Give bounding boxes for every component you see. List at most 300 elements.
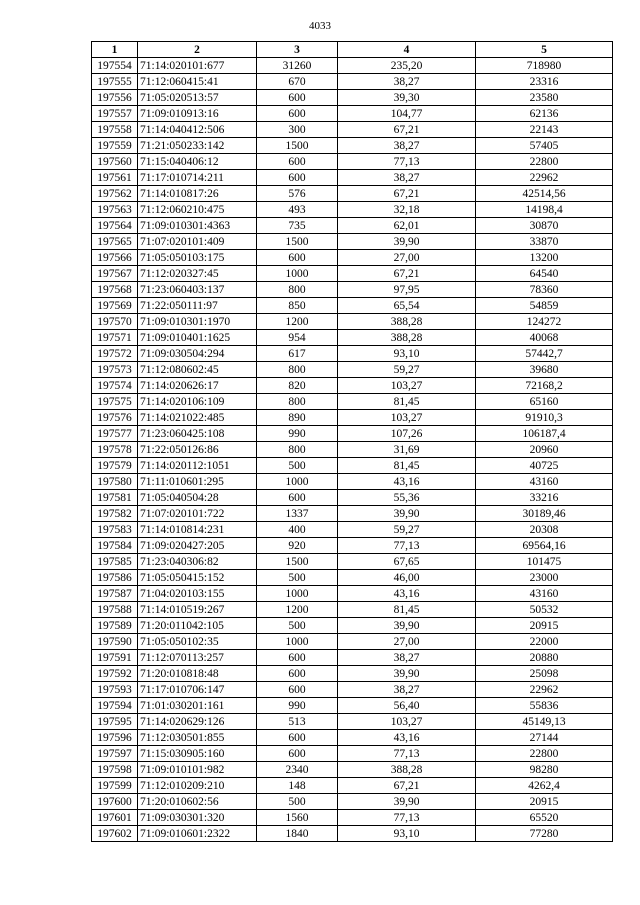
table-row [92, 362, 613, 378]
row-number-cell: 197554 [92, 58, 138, 74]
value-cell: 124272 [476, 314, 613, 330]
value-cell: 65520 [476, 810, 613, 826]
cadastral-number-cell: 71:23:060403:137 [138, 282, 257, 298]
row-number-cell: 197601 [92, 810, 138, 826]
table-row [92, 442, 613, 458]
table-row [92, 554, 613, 570]
rate-cell: 56,40 [338, 698, 476, 714]
cadastral-number-cell: 71:14:020629:126 [138, 714, 257, 730]
rate-cell: 43,16 [338, 586, 476, 602]
rate-cell: 81,45 [338, 602, 476, 618]
area-cell: 493 [257, 202, 338, 218]
cadastral-number-cell: 71:23:040306:82 [138, 554, 257, 570]
row-number-cell: 197585 [92, 554, 138, 570]
value-cell: 23580 [476, 90, 613, 106]
value-cell: 22800 [476, 746, 613, 762]
cadastral-number-cell: 71:14:021022:485 [138, 410, 257, 426]
area-cell: 820 [257, 378, 338, 394]
row-number-cell: 197593 [92, 682, 138, 698]
cadastral-number-cell: 71:14:010519:267 [138, 602, 257, 618]
row-number-cell: 197583 [92, 522, 138, 538]
cadastral-number-cell: 71:14:020106:109 [138, 394, 257, 410]
row-number-cell: 197577 [92, 426, 138, 442]
row-number-cell: 197572 [92, 346, 138, 362]
area-cell: 617 [257, 346, 338, 362]
table-row [92, 266, 613, 282]
cadastral-number-cell: 71:22:050111:97 [138, 298, 257, 314]
cadastral-number-cell: 71:05:050103:175 [138, 250, 257, 266]
rate-cell: 67,65 [338, 554, 476, 570]
row-number-cell: 197594 [92, 698, 138, 714]
area-cell: 670 [257, 74, 338, 90]
table-row [92, 426, 613, 442]
rate-cell: 39,90 [338, 618, 476, 634]
table-row [92, 218, 613, 234]
table-row [92, 570, 613, 586]
value-cell: 23316 [476, 74, 613, 90]
rate-cell: 31,69 [338, 442, 476, 458]
column-header: 4 [338, 42, 476, 58]
cadastral-number-cell: 71:09:030301:320 [138, 810, 257, 826]
area-cell: 500 [257, 458, 338, 474]
cadastral-number-cell: 71:14:020112:1051 [138, 458, 257, 474]
area-cell: 1200 [257, 314, 338, 330]
value-cell: 55836 [476, 698, 613, 714]
area-cell: 735 [257, 218, 338, 234]
area-cell: 800 [257, 362, 338, 378]
rate-cell: 103,27 [338, 378, 476, 394]
value-cell: 30189,46 [476, 506, 613, 522]
area-cell: 954 [257, 330, 338, 346]
table-row [92, 650, 613, 666]
table-row [92, 634, 613, 650]
row-number-cell: 197571 [92, 330, 138, 346]
value-cell: 40068 [476, 330, 613, 346]
rate-cell: 32,18 [338, 202, 476, 218]
value-cell: 20880 [476, 650, 613, 666]
cadastral-number-cell: 71:12:020327:45 [138, 266, 257, 282]
row-number-cell: 197598 [92, 762, 138, 778]
value-cell: 4262,4 [476, 778, 613, 794]
area-cell: 400 [257, 522, 338, 538]
rate-cell: 55,36 [338, 490, 476, 506]
table-row [92, 602, 613, 618]
cadastral-number-cell: 71:22:050126:86 [138, 442, 257, 458]
table-row [92, 298, 613, 314]
area-cell: 600 [257, 90, 338, 106]
table-row [92, 778, 613, 794]
area-cell: 800 [257, 282, 338, 298]
value-cell: 20915 [476, 794, 613, 810]
row-number-cell: 197592 [92, 666, 138, 682]
value-cell: 40725 [476, 458, 613, 474]
rate-cell: 77,13 [338, 810, 476, 826]
table-row [92, 282, 613, 298]
table-row [92, 330, 613, 346]
rate-cell: 388,28 [338, 314, 476, 330]
value-cell: 57442,7 [476, 346, 613, 362]
cadastral-number-cell: 71:12:060415:41 [138, 74, 257, 90]
cadastral-number-cell: 71:17:010706:147 [138, 682, 257, 698]
rate-cell: 103,27 [338, 714, 476, 730]
rate-cell: 67,21 [338, 778, 476, 794]
cadastral-number-cell: 71:07:020101:409 [138, 234, 257, 250]
rate-cell: 107,26 [338, 426, 476, 442]
cadastral-number-cell: 71:14:010814:231 [138, 522, 257, 538]
value-cell: 62136 [476, 106, 613, 122]
area-cell: 1500 [257, 234, 338, 250]
cadastral-number-cell: 71:05:050102:35 [138, 634, 257, 650]
column-header: 3 [257, 42, 338, 58]
rate-cell: 39,30 [338, 90, 476, 106]
area-cell: 600 [257, 682, 338, 698]
cadastral-number-cell: 71:09:010601:2322 [138, 826, 257, 842]
value-cell: 27144 [476, 730, 613, 746]
area-cell: 1500 [257, 138, 338, 154]
table-row [92, 618, 613, 634]
cadastral-number-cell: 71:23:060425:108 [138, 426, 257, 442]
table-row [92, 586, 613, 602]
value-cell: 77280 [476, 826, 613, 842]
row-number-cell: 197582 [92, 506, 138, 522]
cadastral-number-cell: 71:14:040412:506 [138, 122, 257, 138]
area-cell: 1337 [257, 506, 338, 522]
table-row [92, 58, 613, 74]
row-number-cell: 197574 [92, 378, 138, 394]
row-number-cell: 197596 [92, 730, 138, 746]
rate-cell: 81,45 [338, 394, 476, 410]
value-cell: 65160 [476, 394, 613, 410]
value-cell: 22143 [476, 122, 613, 138]
table-row [92, 490, 613, 506]
cadastral-number-cell: 71:09:010401:1625 [138, 330, 257, 346]
cadastral-number-cell: 71:20:010602:56 [138, 794, 257, 810]
rate-cell: 388,28 [338, 762, 476, 778]
row-number-cell: 197588 [92, 602, 138, 618]
row-number-cell: 197570 [92, 314, 138, 330]
cadastral-number-cell: 71:15:040406:12 [138, 154, 257, 170]
cadastral-table [91, 41, 613, 842]
value-cell: 57405 [476, 138, 613, 154]
area-cell: 600 [257, 106, 338, 122]
table-body [92, 58, 613, 842]
value-cell: 20308 [476, 522, 613, 538]
table-row [92, 538, 613, 554]
rate-cell: 388,28 [338, 330, 476, 346]
rate-cell: 103,27 [338, 410, 476, 426]
area-cell: 1000 [257, 474, 338, 490]
row-number-cell: 197597 [92, 746, 138, 762]
area-cell: 1200 [257, 602, 338, 618]
cadastral-number-cell: 71:12:070113:257 [138, 650, 257, 666]
rate-cell: 39,90 [338, 506, 476, 522]
column-header: 1 [92, 42, 138, 58]
cadastral-number-cell: 71:14:020101:677 [138, 58, 257, 74]
row-number-cell: 197599 [92, 778, 138, 794]
rate-cell: 27,00 [338, 634, 476, 650]
row-number-cell: 197564 [92, 218, 138, 234]
rate-cell: 77,13 [338, 746, 476, 762]
rate-cell: 43,16 [338, 474, 476, 490]
area-cell: 1000 [257, 266, 338, 282]
column-header: 2 [138, 42, 257, 58]
table-row [92, 378, 613, 394]
rate-cell: 97,95 [338, 282, 476, 298]
cadastral-number-cell: 71:14:010817:26 [138, 186, 257, 202]
table-row [92, 522, 613, 538]
table-row [92, 698, 613, 714]
cadastral-number-cell: 71:09:010101:982 [138, 762, 257, 778]
row-number-cell: 197569 [92, 298, 138, 314]
row-number-cell: 197563 [92, 202, 138, 218]
table-row [92, 346, 613, 362]
row-number-cell: 197559 [92, 138, 138, 154]
area-cell: 1500 [257, 554, 338, 570]
area-cell: 1000 [257, 586, 338, 602]
area-cell: 990 [257, 426, 338, 442]
table-row [92, 474, 613, 490]
value-cell: 25098 [476, 666, 613, 682]
row-number-cell: 197561 [92, 170, 138, 186]
row-number-cell: 197560 [92, 154, 138, 170]
area-cell: 576 [257, 186, 338, 202]
row-number-cell: 197575 [92, 394, 138, 410]
column-header: 5 [476, 42, 613, 58]
table-row [92, 122, 613, 138]
value-cell: 72168,2 [476, 378, 613, 394]
table-row [92, 154, 613, 170]
value-cell: 22962 [476, 170, 613, 186]
cadastral-number-cell: 71:12:060210:475 [138, 202, 257, 218]
table-row [92, 666, 613, 682]
rate-cell: 39,90 [338, 794, 476, 810]
row-number-cell: 197579 [92, 458, 138, 474]
rate-cell: 67,21 [338, 266, 476, 282]
area-cell: 148 [257, 778, 338, 794]
rate-cell: 67,21 [338, 122, 476, 138]
area-cell: 800 [257, 442, 338, 458]
rate-cell: 59,27 [338, 522, 476, 538]
area-cell: 2340 [257, 762, 338, 778]
row-number-cell: 197602 [92, 826, 138, 842]
row-number-cell: 197576 [92, 410, 138, 426]
row-number-cell: 197567 [92, 266, 138, 282]
table-row [92, 394, 613, 410]
area-cell: 600 [257, 170, 338, 186]
cadastral-number-cell: 71:15:030905:160 [138, 746, 257, 762]
row-number-cell: 197568 [92, 282, 138, 298]
area-cell: 31260 [257, 58, 338, 74]
row-number-cell: 197590 [92, 634, 138, 650]
row-number-cell: 197573 [92, 362, 138, 378]
table-row [92, 138, 613, 154]
value-cell: 33870 [476, 234, 613, 250]
area-cell: 890 [257, 410, 338, 426]
value-cell: 64540 [476, 266, 613, 282]
value-cell: 22800 [476, 154, 613, 170]
area-cell: 850 [257, 298, 338, 314]
value-cell: 39680 [476, 362, 613, 378]
table-row [92, 410, 613, 426]
value-cell: 23000 [476, 570, 613, 586]
rate-cell: 81,45 [338, 458, 476, 474]
cadastral-number-cell: 71:01:030201:161 [138, 698, 257, 714]
cadastral-number-cell: 71:09:030504:294 [138, 346, 257, 362]
table-row [92, 714, 613, 730]
table-row [92, 730, 613, 746]
cadastral-number-cell: 71:05:050415:152 [138, 570, 257, 586]
row-number-cell: 197586 [92, 570, 138, 586]
cadastral-number-cell: 71:09:010913:16 [138, 106, 257, 122]
page-number: 4033 [309, 20, 331, 32]
cadastral-number-cell: 71:17:010714:211 [138, 170, 257, 186]
row-number-cell: 197595 [92, 714, 138, 730]
cadastral-number-cell: 71:05:020513:57 [138, 90, 257, 106]
table-row [92, 74, 613, 90]
area-cell: 513 [257, 714, 338, 730]
cadastral-number-cell: 71:21:050233:142 [138, 138, 257, 154]
rate-cell: 43,16 [338, 730, 476, 746]
cadastral-number-cell: 71:12:030501:855 [138, 730, 257, 746]
row-number-cell: 197578 [92, 442, 138, 458]
area-cell: 600 [257, 666, 338, 682]
cadastral-number-cell: 71:09:010301:1970 [138, 314, 257, 330]
rate-cell: 38,27 [338, 682, 476, 698]
row-number-cell: 197581 [92, 490, 138, 506]
cadastral-number-cell: 71:09:010301:4363 [138, 218, 257, 234]
rate-cell: 38,27 [338, 170, 476, 186]
value-cell: 30870 [476, 218, 613, 234]
table-row [92, 90, 613, 106]
area-cell: 500 [257, 618, 338, 634]
table-row [92, 234, 613, 250]
value-cell: 42514,56 [476, 186, 613, 202]
cadastral-number-cell: 71:20:010818:48 [138, 666, 257, 682]
cadastral-number-cell: 71:04:020103:155 [138, 586, 257, 602]
cadastral-number-cell: 71:12:010209:210 [138, 778, 257, 794]
value-cell: 106187,4 [476, 426, 613, 442]
value-cell: 20915 [476, 618, 613, 634]
rate-cell: 38,27 [338, 74, 476, 90]
row-number-cell: 197589 [92, 618, 138, 634]
rate-cell: 77,13 [338, 154, 476, 170]
row-number-cell: 197556 [92, 90, 138, 106]
rate-cell: 46,00 [338, 570, 476, 586]
table-header-row [92, 42, 613, 58]
area-cell: 500 [257, 570, 338, 586]
row-number-cell: 197562 [92, 186, 138, 202]
value-cell: 43160 [476, 474, 613, 490]
table-row [92, 826, 613, 842]
rate-cell: 235,20 [338, 58, 476, 74]
area-cell: 600 [257, 250, 338, 266]
area-cell: 600 [257, 730, 338, 746]
row-number-cell: 197587 [92, 586, 138, 602]
table-row [92, 458, 613, 474]
area-cell: 600 [257, 154, 338, 170]
row-number-cell: 197557 [92, 106, 138, 122]
rate-cell: 38,27 [338, 650, 476, 666]
area-cell: 990 [257, 698, 338, 714]
value-cell: 98280 [476, 762, 613, 778]
row-number-cell: 197584 [92, 538, 138, 554]
value-cell: 50532 [476, 602, 613, 618]
rate-cell: 93,10 [338, 346, 476, 362]
value-cell: 22962 [476, 682, 613, 698]
value-cell: 33216 [476, 490, 613, 506]
cadastral-number-cell: 71:11:010601:295 [138, 474, 257, 490]
table-row [92, 170, 613, 186]
row-number-cell: 197580 [92, 474, 138, 490]
area-cell: 300 [257, 122, 338, 138]
area-cell: 1000 [257, 634, 338, 650]
area-cell: 920 [257, 538, 338, 554]
rate-cell: 62,01 [338, 218, 476, 234]
table-row [92, 762, 613, 778]
area-cell: 500 [257, 794, 338, 810]
value-cell: 101475 [476, 554, 613, 570]
area-cell: 1560 [257, 810, 338, 826]
cadastral-number-cell: 71:20:011042:105 [138, 618, 257, 634]
area-cell: 800 [257, 394, 338, 410]
table-row [92, 682, 613, 698]
cadastral-number-cell: 71:09:020427:205 [138, 538, 257, 554]
row-number-cell: 197591 [92, 650, 138, 666]
row-number-cell: 197555 [92, 74, 138, 90]
table-row [92, 810, 613, 826]
rate-cell: 93,10 [338, 826, 476, 842]
row-number-cell: 197566 [92, 250, 138, 266]
cadastral-number-cell: 71:12:080602:45 [138, 362, 257, 378]
table-row [92, 314, 613, 330]
value-cell: 718980 [476, 58, 613, 74]
rate-cell: 65,54 [338, 298, 476, 314]
area-cell: 600 [257, 650, 338, 666]
value-cell: 69564,16 [476, 538, 613, 554]
table-row [92, 186, 613, 202]
area-cell: 600 [257, 746, 338, 762]
row-number-cell: 197600 [92, 794, 138, 810]
value-cell: 20960 [476, 442, 613, 458]
rate-cell: 38,27 [338, 138, 476, 154]
table-row [92, 106, 613, 122]
value-cell: 14198,4 [476, 202, 613, 218]
table-row [92, 746, 613, 762]
rate-cell: 104,77 [338, 106, 476, 122]
table-row [92, 794, 613, 810]
row-number-cell: 197565 [92, 234, 138, 250]
rate-cell: 59,27 [338, 362, 476, 378]
area-cell: 1840 [257, 826, 338, 842]
rate-cell: 67,21 [338, 186, 476, 202]
value-cell: 43160 [476, 586, 613, 602]
rate-cell: 77,13 [338, 538, 476, 554]
row-number-cell: 197558 [92, 122, 138, 138]
value-cell: 22000 [476, 634, 613, 650]
cadastral-number-cell: 71:14:020626:17 [138, 378, 257, 394]
value-cell: 13200 [476, 250, 613, 266]
value-cell: 78360 [476, 282, 613, 298]
area-cell: 600 [257, 490, 338, 506]
table-row [92, 202, 613, 218]
table-row [92, 506, 613, 522]
value-cell: 54859 [476, 298, 613, 314]
value-cell: 91910,3 [476, 410, 613, 426]
table-row [92, 250, 613, 266]
rate-cell: 39,90 [338, 666, 476, 682]
cadastral-number-cell: 71:07:020101:722 [138, 506, 257, 522]
rate-cell: 39,90 [338, 234, 476, 250]
